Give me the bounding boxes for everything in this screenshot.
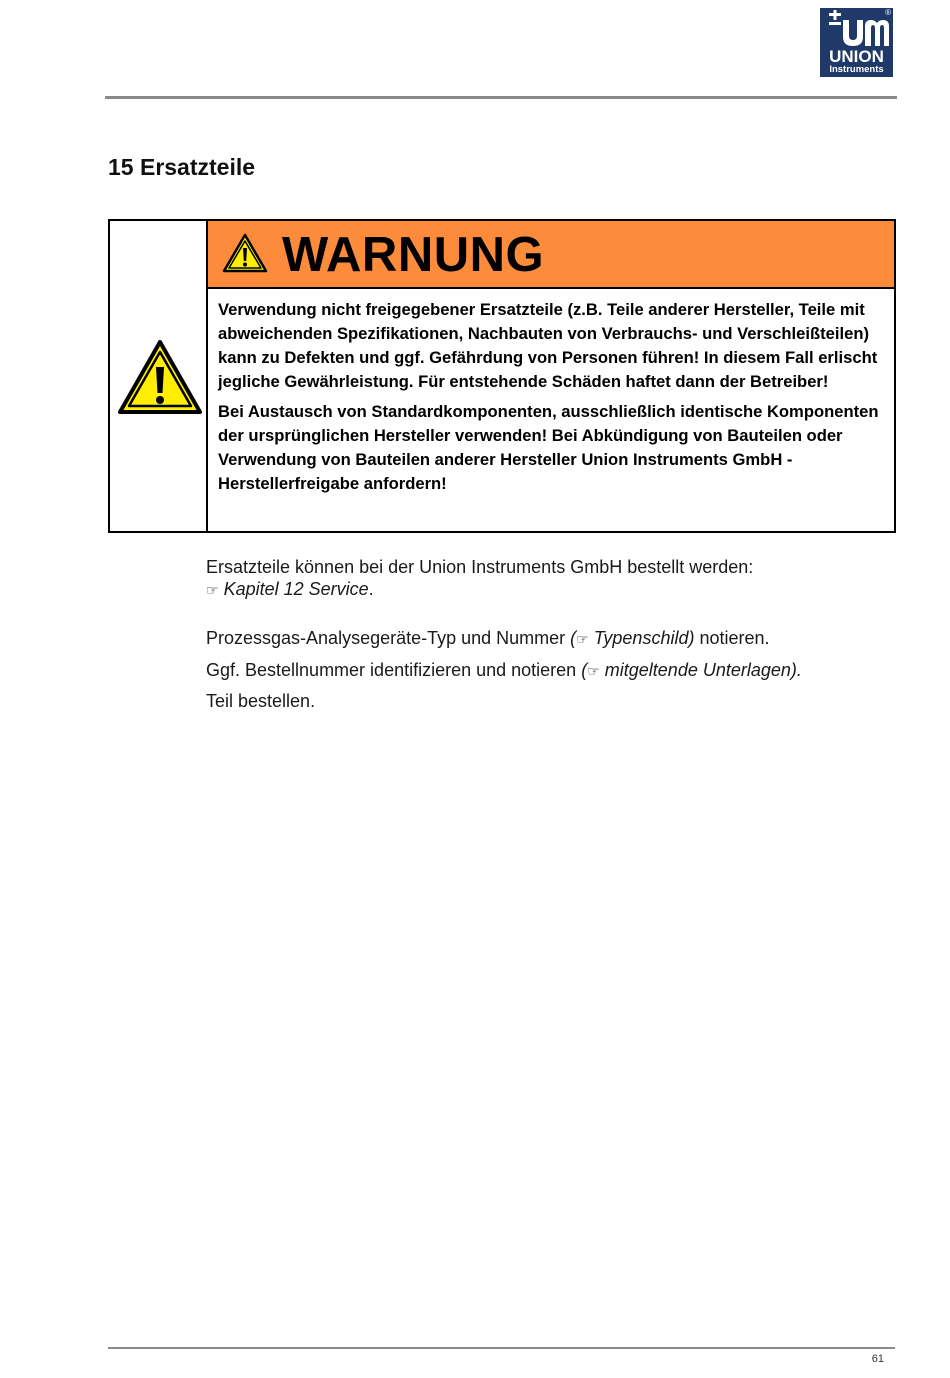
pointing-hand-icon: ☞ bbox=[206, 582, 219, 598]
warning-text bbox=[218, 298, 890, 502]
warning-title: WARNUNG bbox=[282, 228, 545, 282]
warning-paragraph: Bei Austausch von Standardkomponenten, ausschließlich identische Komponenten der ursprünglichen Hersteller verwenden! Bei Abkündigung von Bauteilen oder Verwendung von Bauteilen anderer Hersteller Union Instruments GmbH -Herstellerfreigabe anfordern! bbox=[218, 402, 879, 493]
step-1-paragraph bbox=[206, 627, 770, 650]
pointing-hand-icon: ☞ bbox=[576, 631, 589, 647]
step-2-open-paren: ( bbox=[581, 660, 588, 680]
pointing-hand-icon: ☞ bbox=[587, 663, 600, 679]
logo-brand-subtext: Instruments bbox=[829, 64, 884, 75]
warning-icon-cell bbox=[110, 221, 208, 531]
order-intro-text: Ersatzteile können bei der Union Instruments GmbH bestellt werden: bbox=[206, 557, 754, 577]
chapter-reference-link[interactable]: Kapitel 12 Service bbox=[223, 579, 369, 599]
warning-paragraph: Verwendung nicht freigegebener Ersatzteile (z.B. Teile anderer Hersteller, Teile mit abweichenden Spezifikationen, Nachbauten von Verbrauchs- und Verschleißteilen) kann zu Defekten und ggf. Gefährdung von Personen führen! In diesem Fall erlischt jegliche Gewährleistung. Für entstehende Schäden haftet dann der Betreiber! bbox=[218, 300, 878, 391]
small-warning-triangle-icon bbox=[222, 233, 268, 273]
footer-divider bbox=[108, 1347, 895, 1349]
step-2-paragraph bbox=[206, 659, 802, 682]
order-intro-paragraph bbox=[206, 556, 753, 601]
typenschild-reference-link[interactable]: Typenschild) bbox=[593, 628, 695, 648]
step-3-paragraph bbox=[206, 690, 315, 712]
step-3-text: Teil bestellen. bbox=[206, 691, 316, 711]
header-divider bbox=[105, 96, 897, 99]
step-1-end: notieren. bbox=[694, 628, 770, 648]
page-number: 61 bbox=[871, 1353, 884, 1365]
registered-mark: ® bbox=[885, 8, 891, 17]
documents-reference-link[interactable]: mitgeltende Unterlagen). bbox=[604, 660, 802, 680]
section-title: 15 Ersatzteile bbox=[108, 154, 256, 180]
union-instruments-logo bbox=[820, 8, 893, 77]
step-1-text: Prozessgas-Analysegeräte-Typ und Nummer bbox=[206, 628, 571, 648]
step-1-open-paren: ( bbox=[570, 628, 577, 648]
logo-mark-icon bbox=[823, 10, 889, 48]
order-ref-period: . bbox=[368, 579, 374, 599]
step-2-text: Ggf. Bestellnummer identifizieren und notieren bbox=[206, 660, 582, 680]
logo-brand-text: UNION bbox=[829, 47, 884, 66]
warning-triangle-icon bbox=[117, 339, 203, 415]
warning-header bbox=[208, 221, 894, 289]
warning-box bbox=[108, 219, 896, 533]
